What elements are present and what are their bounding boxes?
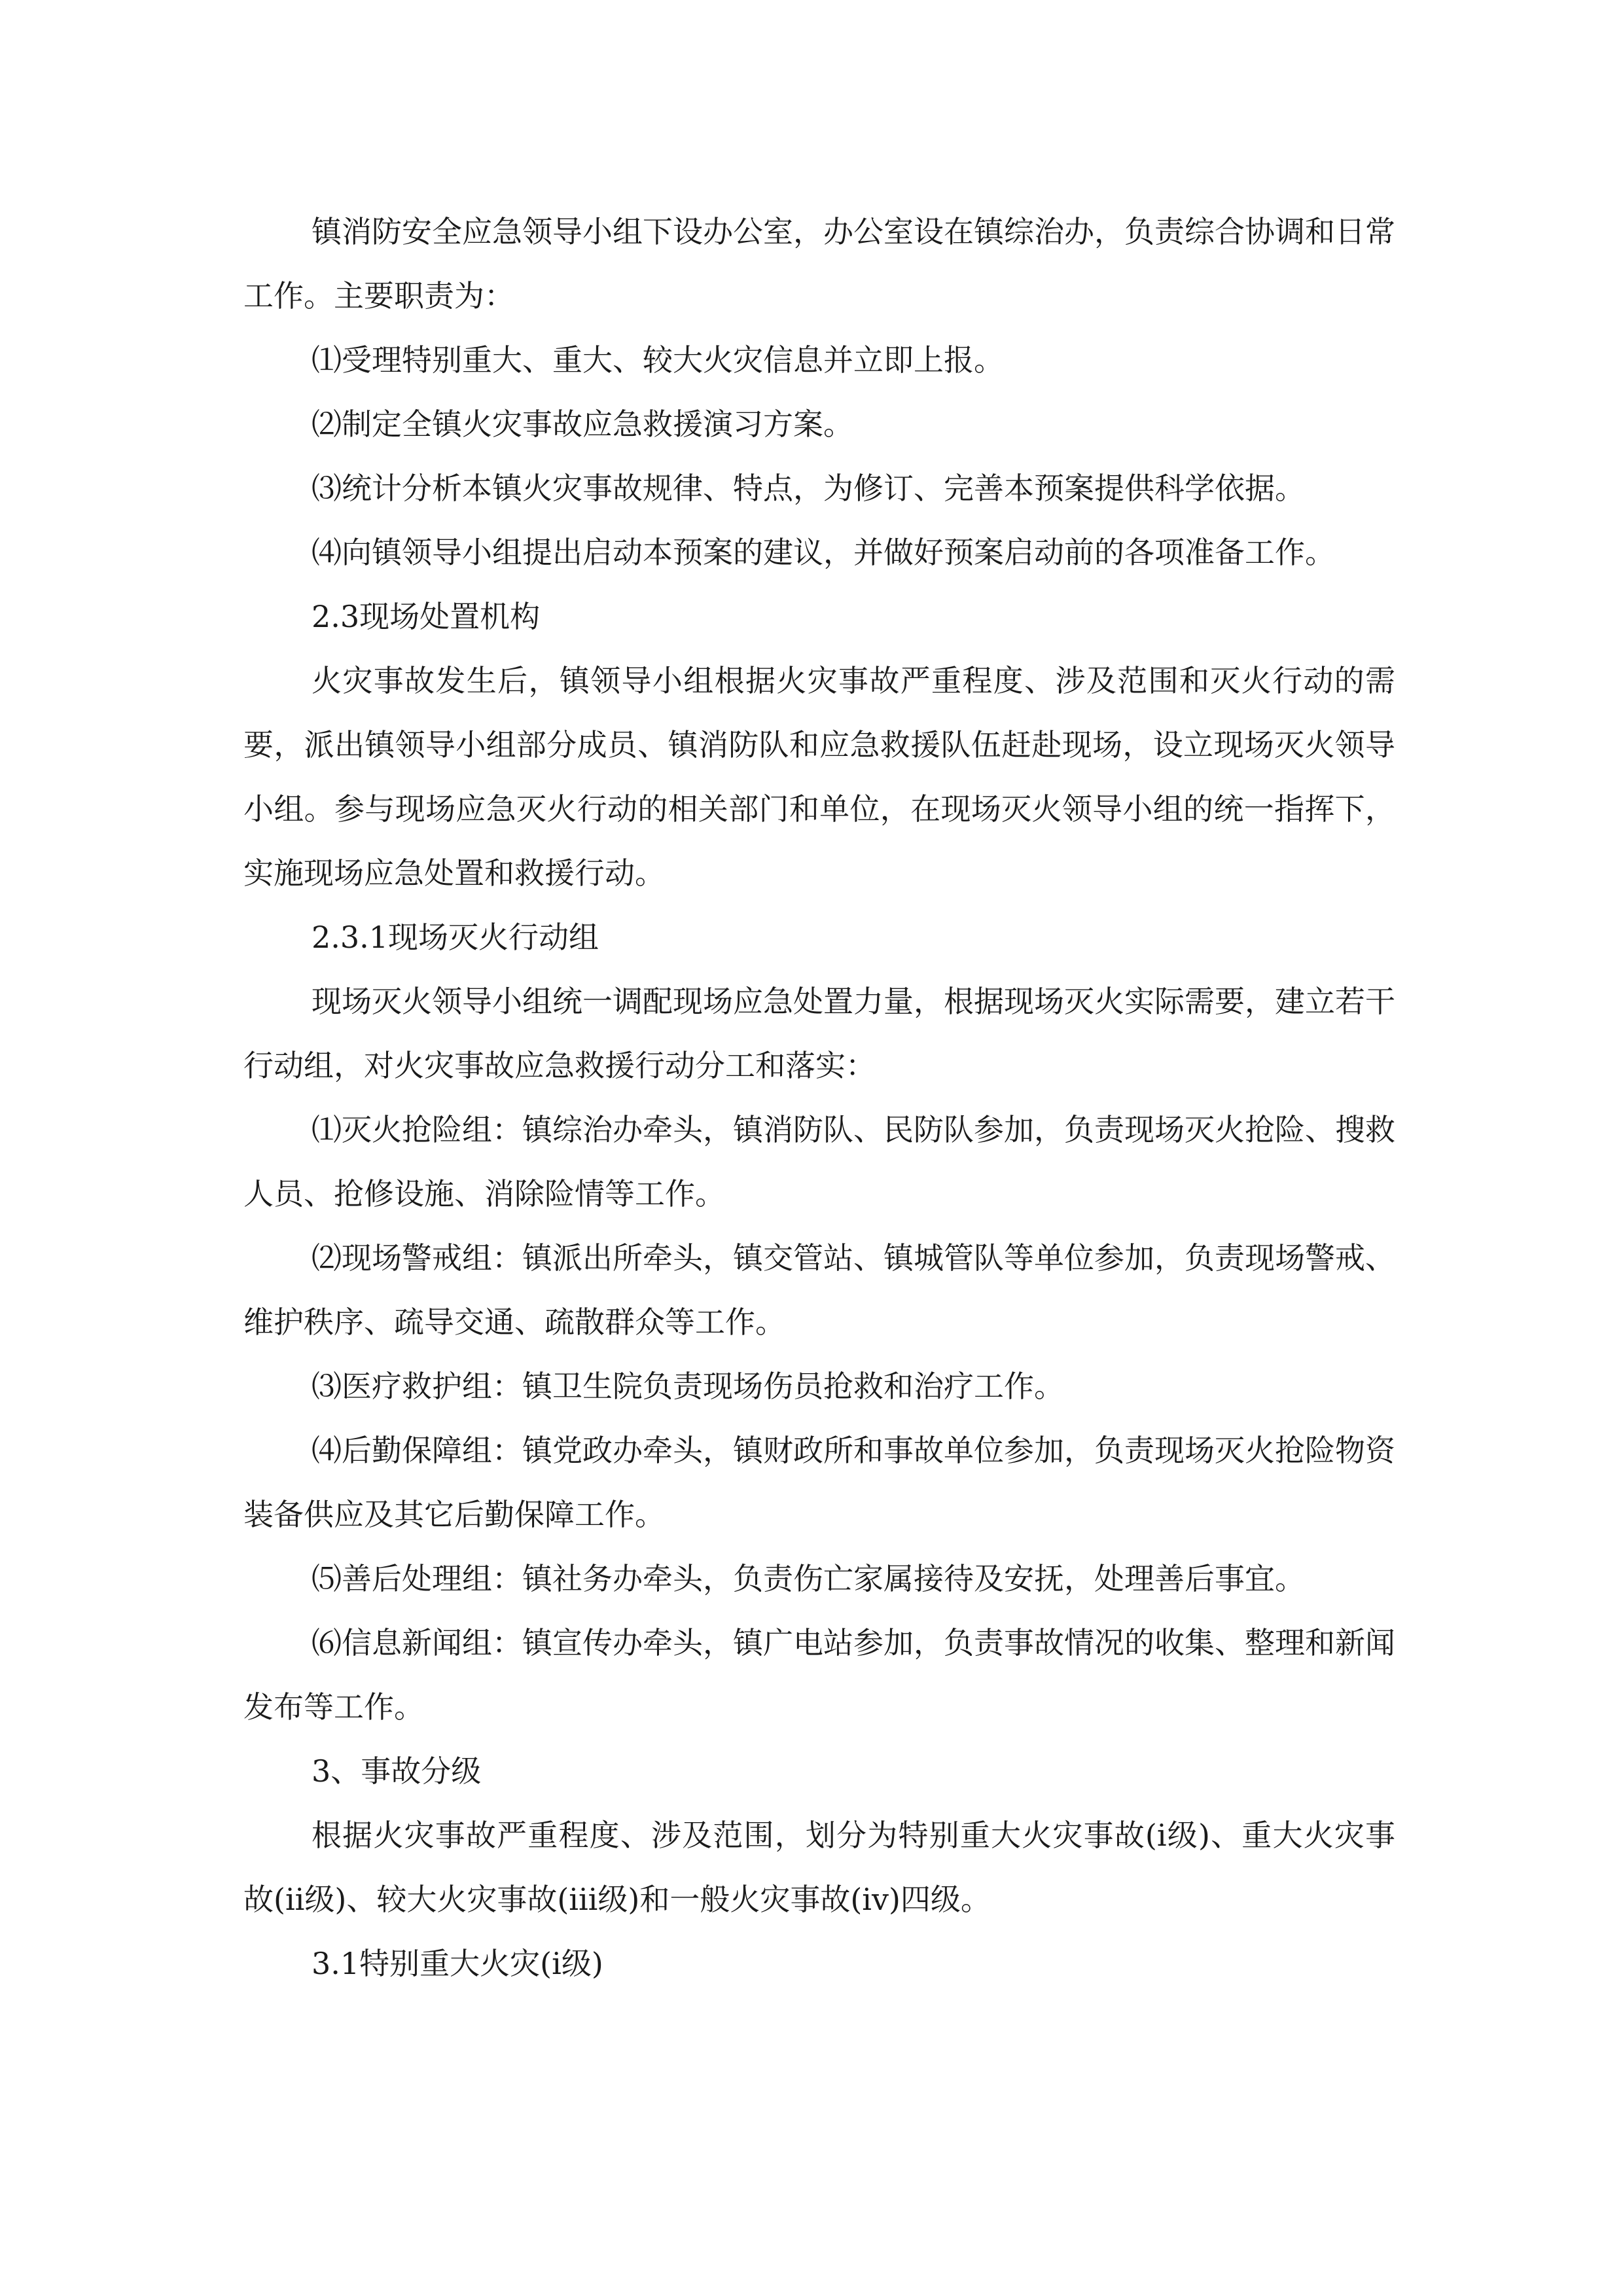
paragraph-group-logistics: ⑷后勤保障组：镇党政办牵头，镇财政所和事故单位参加，负责现场灭火抢险物资装备供应及其它后勤保障工作。 <box>243 1433 1395 1532</box>
paragraph-duty-3: ⑶统计分析本镇火灾事故规律、特点，为修订、完善本预案提供科学依据。 <box>312 471 1305 506</box>
paragraph-action-groups: 现场灭火领导小组统一调配现场应急处置力量，根据现场灭火实际需要，建立若干行动组，对火灾事故应急救援行动分工和落实： <box>243 984 1395 1083</box>
section-heading-2-3: 2.3现场处置机构 <box>312 599 541 634</box>
paragraph-duty-2: ⑵制定全镇火灾事故应急救援演习方案。 <box>312 406 853 442</box>
section-heading-2-3-1: 2.3.1现场灭火行动组 <box>312 920 599 955</box>
paragraph-duty-4: ⑷向镇领导小组提出启动本预案的建议，并做好预案启动前的各项准备工作。 <box>312 535 1335 570</box>
section-heading-3: 3、事故分级 <box>312 1753 482 1789</box>
paragraph-onsite-organization: 火灾事故发生后，镇领导小组根据火灾事故严重程度、涉及范围和灭火行动的需要，派出镇领导小组部分成员、镇消防队和应急救援队伍赶赴现场，设立现场灭火领导小组。参与现场应急灭火行动的相关部门和单位，在现场灭火领导小组的统一指挥下，实施现场应急处置和救援行动。 <box>243 663 1395 891</box>
paragraph-group-medical: ⑶医疗救护组：镇卫生院负责现场伤员抢救和治疗工作。 <box>312 1369 1064 1404</box>
paragraph-group-news: ⑹信息新闻组：镇宣传办牵头，镇广电站参加，负责事故情况的收集、整理和新闻发布等工作。 <box>243 1625 1395 1725</box>
paragraph-group-security: ⑵现场警戒组：镇派出所牵头，镇交管站、镇城管队等单位参加，负责现场警戒、维护秩序、疏导交通、疏散群众等工作。 <box>243 1240 1395 1340</box>
paragraph-duty-1: ⑴受理特别重大、重大、较大火灾信息并立即上报。 <box>312 342 1004 378</box>
paragraph-classification: 根据火灾事故严重程度、涉及范围，划分为特别重大火灾事故(i级)、重大火灾事故(ii级)、较大火灾事故(iii级)和一般火灾事故(iv)四级。 <box>243 1818 1395 1917</box>
paragraph-group-firefighting: ⑴灭火抢险组：镇综治办牵头，镇消防队、民防队参加，负责现场灭火抢险、搜救人员、抢修设施、消除险情等工作。 <box>243 1112 1395 1211</box>
paragraph-office-duties: 镇消防安全应急领导小组下设办公室，办公室设在镇综治办，负责综合协调和日常工作。主要职责为： <box>243 214 1395 314</box>
paragraph-group-aftermath: ⑸善后处理组：镇社务办牵头，负责伤亡家属接待及安抚，处理善后事宜。 <box>312 1561 1305 1596</box>
section-heading-3-1: 3.1特别重大火灾(i级) <box>312 1946 603 1981</box>
document-body <box>243 200 1395 1996</box>
